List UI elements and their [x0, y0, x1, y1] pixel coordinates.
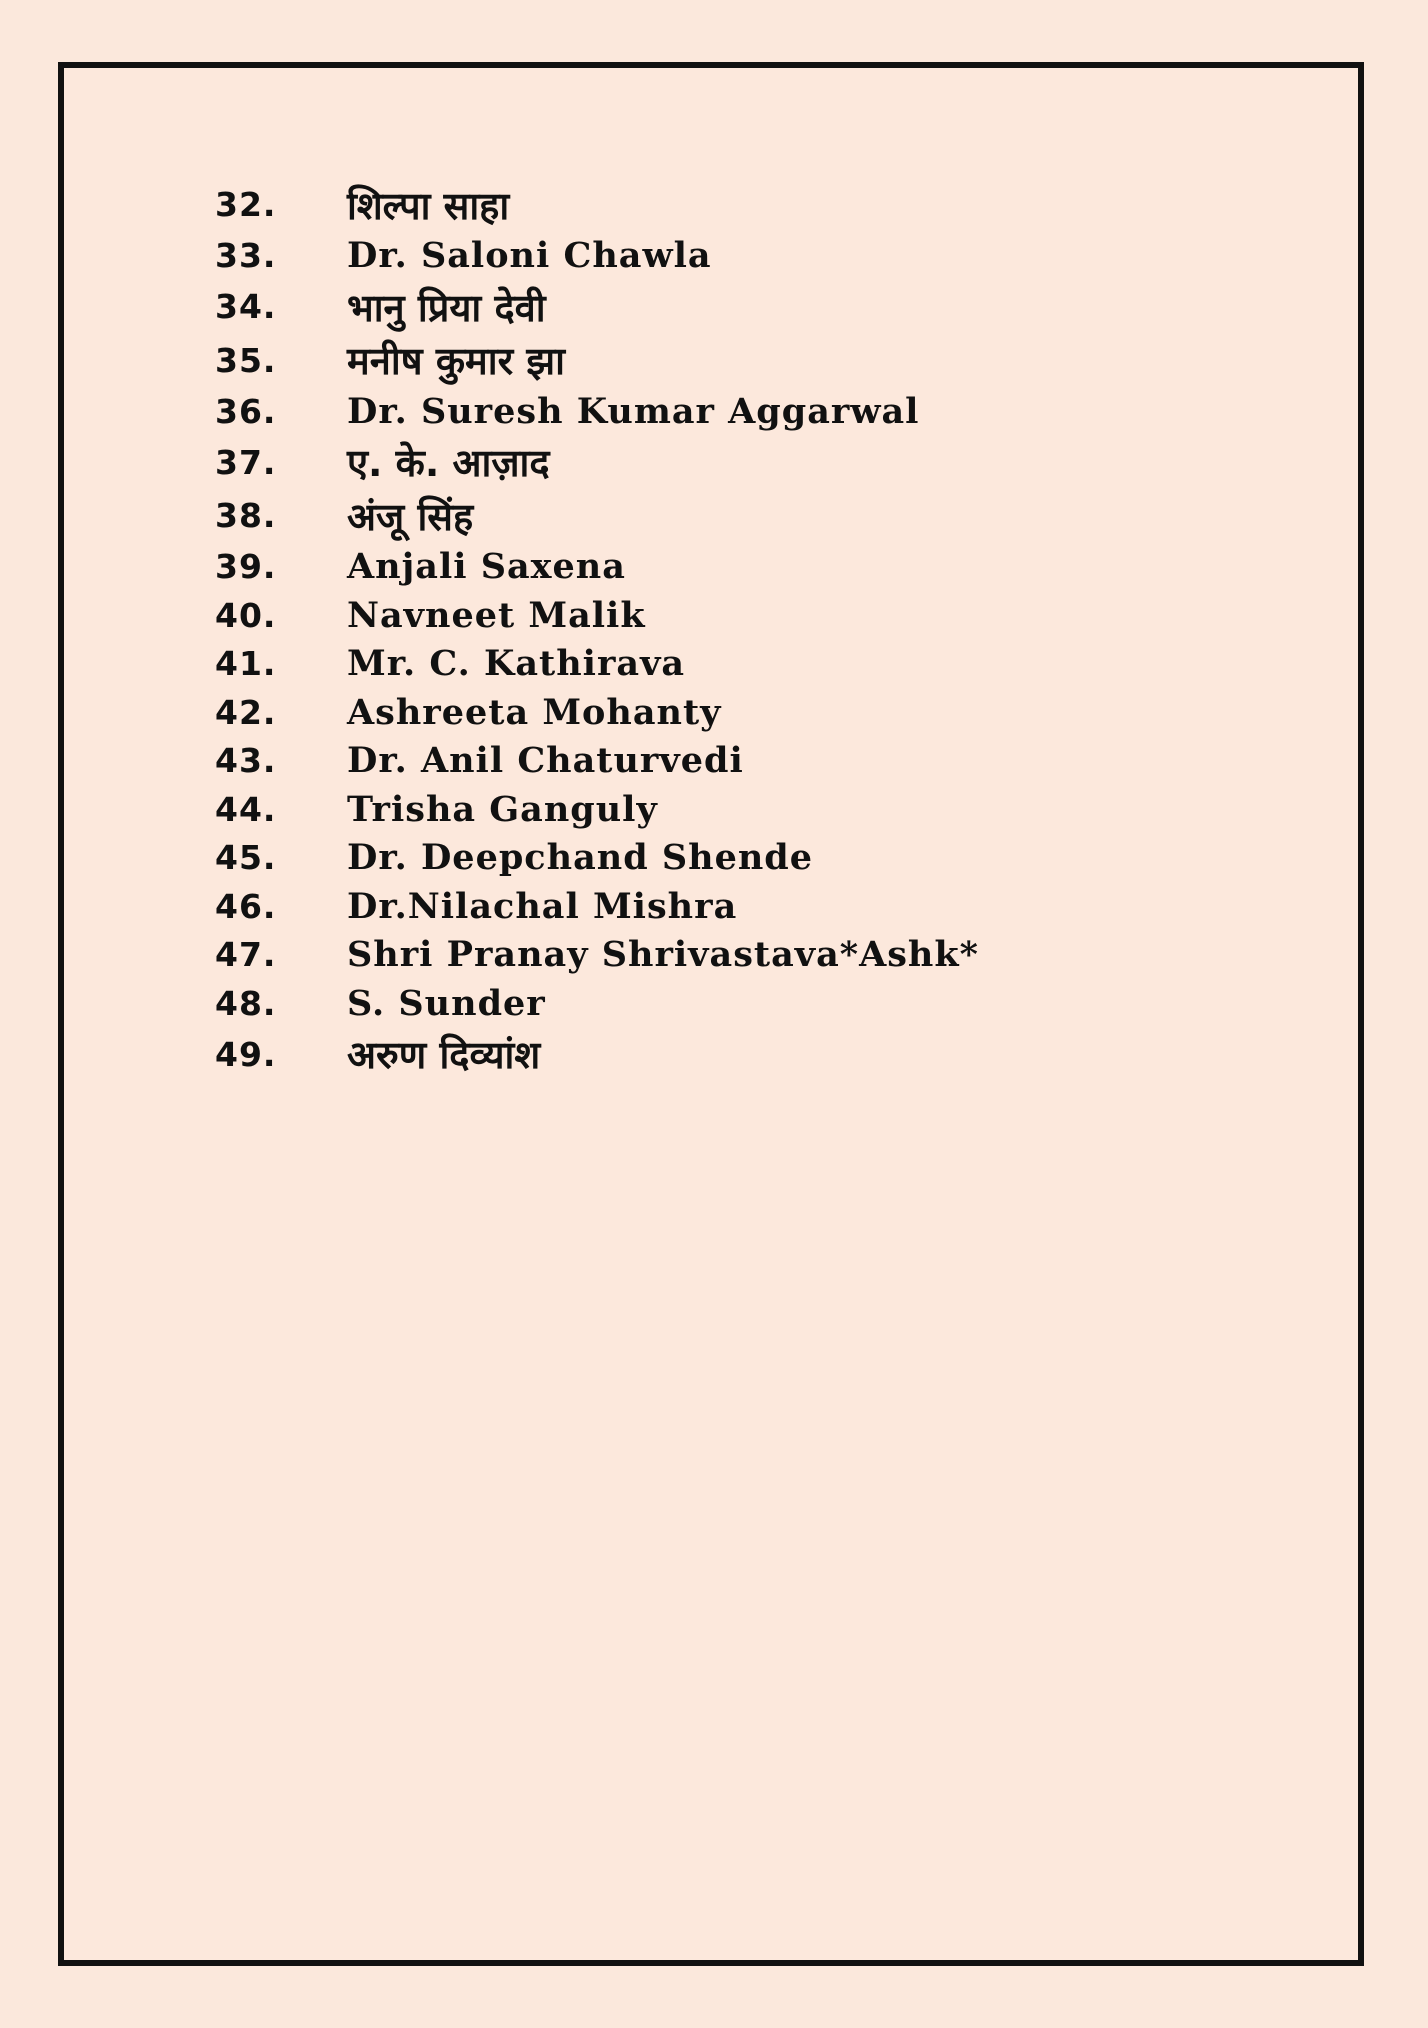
list-item: [215, 882, 979, 931]
list-item: [215, 543, 979, 592]
list-item: [215, 334, 979, 388]
list-item-name: Navneet Malik: [347, 594, 646, 636]
list-item-number: 46.: [215, 886, 277, 926]
list-item: [215, 591, 979, 640]
list-item-name: Ashreeta Mohanty: [347, 691, 722, 733]
list-item-name: Trisha Ganguly: [347, 788, 658, 830]
list-item: [215, 280, 979, 334]
name-list: [215, 178, 979, 1081]
list-item-name: Dr. Deepchand Shende: [347, 837, 814, 879]
list-item-number: 38.: [215, 496, 277, 536]
list-item: [215, 436, 979, 490]
list-item-number: 33.: [215, 236, 277, 276]
list-item-name: Dr. Suresh Kumar Aggarwal: [347, 390, 920, 432]
list-item: [215, 178, 979, 232]
list-item-number: 39.: [215, 547, 277, 587]
list-item-number: 48.: [215, 983, 277, 1023]
list-item-name: Anjali Saxena: [347, 546, 626, 588]
list-item-name: Mr. C. Kathirava: [347, 643, 686, 685]
list-item-name: भानु प्रिया देवी: [347, 285, 546, 330]
list-item: [215, 232, 979, 281]
list-item-number: 43.: [215, 741, 277, 781]
list-item: [215, 931, 979, 980]
list-item-name: मनीष कुमार झा: [347, 339, 565, 384]
list-item: [215, 834, 979, 883]
list-item: [215, 688, 979, 737]
list-item-number: 45.: [215, 838, 277, 878]
list-item: [215, 737, 979, 786]
list-item-number: 36.: [215, 391, 277, 431]
list-item-name: Dr.Nilachal Mishra: [347, 885, 738, 927]
list-item-name: अंजू सिंह: [347, 494, 474, 539]
list-item-number: 47.: [215, 935, 277, 975]
list-item: [215, 979, 979, 1028]
list-item-number: 41.: [215, 644, 277, 684]
list-item-number: 34.: [215, 287, 277, 327]
list-item: [215, 640, 979, 689]
list-item-number: 42.: [215, 692, 277, 732]
list-item-name: Dr. Anil Chaturvedi: [347, 740, 744, 782]
list-item: [215, 1028, 979, 1082]
list-item-number: 49.: [215, 1034, 277, 1074]
list-item: [215, 785, 979, 834]
list-item-name: अरुण दिव्यांश: [347, 1033, 541, 1078]
list-item-number: 37.: [215, 442, 277, 482]
list-item-number: 35.: [215, 340, 277, 380]
list-item-number: 44.: [215, 789, 277, 829]
list-item-name: ए. के. आज़ाद: [347, 441, 550, 486]
list-item-name: S. Sunder: [347, 982, 546, 1024]
list-item-number: 40.: [215, 595, 277, 635]
list-item-name: Dr. Saloni Chawla: [347, 235, 712, 277]
list-item: [215, 387, 979, 436]
list-item-name: शिल्पा साहा: [347, 183, 510, 228]
list-item-number: 32.: [215, 185, 277, 225]
list-item-name: Shri Pranay Shrivastava*Ashk*: [347, 934, 979, 976]
list-item: [215, 489, 979, 543]
